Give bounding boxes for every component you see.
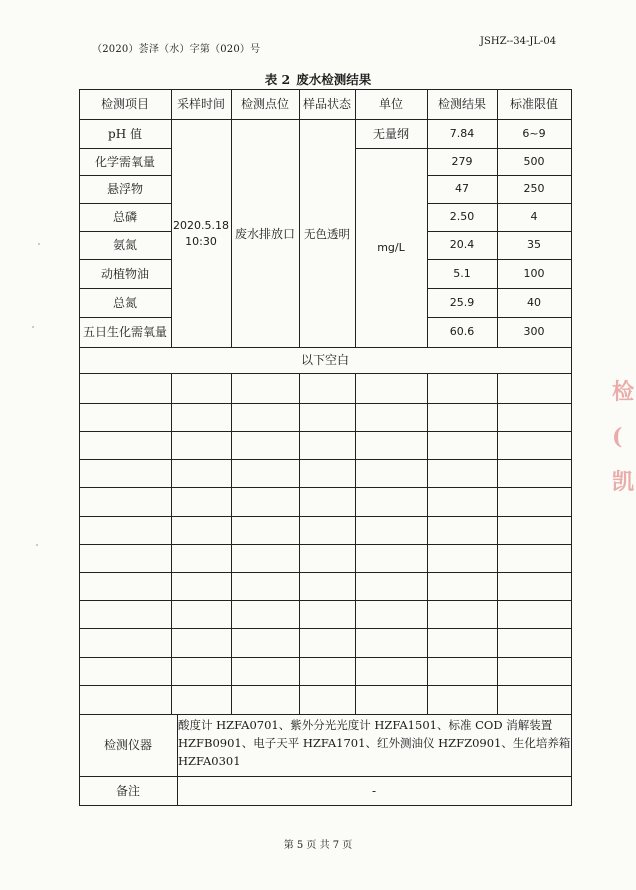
row-result-cell: 7.84 — [449, 127, 475, 140]
table-rule — [79, 203, 171, 204]
stamp-char-3: 凯 — [612, 469, 635, 495]
sampling-clock: 10:30 — [185, 234, 217, 248]
table-rule — [427, 373, 428, 714]
unit-ph-cell: 无量纲 — [372, 127, 409, 141]
table-rule — [79, 259, 171, 260]
table-rule — [79, 714, 571, 715]
table-rule — [427, 89, 428, 347]
instruments-line-3: HZFA0301 — [178, 754, 241, 768]
row-item-cell: pH 值 — [108, 127, 142, 141]
header-unit: 单位 — [378, 97, 403, 111]
remarks-label: 备注 — [115, 783, 140, 798]
table-rule — [427, 231, 571, 232]
table-rule — [355, 148, 427, 149]
page-footer: 第 5 页 共 7 页 — [283, 840, 353, 851]
header-item: 检测项目 — [100, 97, 149, 111]
instruments-line-2: HZFB0901、电子天平 HZFA1701、红外测油仪 HZFZ0901、生化培养箱 — [178, 736, 571, 750]
table-rule — [79, 288, 171, 289]
table-rule — [299, 89, 300, 347]
table-rule — [571, 89, 572, 806]
document-code: JSHZ--34-JL-04 — [480, 36, 557, 47]
table-rule — [427, 259, 571, 260]
row-result-cell: 47 — [455, 182, 469, 195]
table-rule — [79, 231, 171, 232]
row-limit-cell: 35 — [527, 238, 541, 251]
row-limit-cell: 4 — [530, 210, 538, 223]
row-result-cell: 25.9 — [449, 295, 475, 309]
stamp-char-2: ( — [612, 424, 623, 450]
row-item-cell: 总磷 — [112, 210, 137, 224]
header-sampling-time: 采样时间 — [176, 97, 225, 111]
table-rule — [79, 175, 171, 176]
row-item-cell: 氨氮 — [112, 238, 137, 252]
row-item-cell: 总氮 — [112, 295, 137, 310]
row-item-cell: 悬浮物 — [106, 182, 143, 196]
header-result: 检测结果 — [437, 97, 486, 111]
header-sample-state: 样品状态 — [302, 97, 351, 111]
table-rule — [171, 89, 172, 347]
report-number: （2020）荟泽（水）字第（020）号 — [92, 44, 261, 55]
row-item-cell: 化学需氧量 — [94, 154, 155, 169]
scan-speck — [38, 243, 40, 245]
sample-state-cell: 无色透明 — [304, 226, 350, 241]
table-rule — [355, 89, 356, 347]
table-rule — [79, 89, 572, 90]
row-limit-cell: 500 — [523, 154, 545, 168]
header-limit: 标准限值 — [509, 97, 558, 111]
table-rule — [497, 89, 498, 347]
unit-mgl-cell: mg/L — [377, 240, 405, 254]
blank-note: 以下空白 — [300, 353, 349, 367]
scan-speck — [32, 326, 34, 328]
row-limit-cell: 6~9 — [522, 127, 546, 140]
table-rule — [231, 89, 232, 347]
table-rule — [497, 373, 498, 714]
row-limit-cell: 300 — [523, 325, 545, 338]
sampling-time-cell — [171, 120, 231, 347]
instruments-text — [178, 716, 571, 770]
scan-speck — [36, 544, 38, 546]
row-limit-cell: 100 — [523, 266, 545, 280]
table-rule — [427, 203, 571, 204]
row-item-cell: 五日生化需氧量 — [82, 325, 167, 339]
table-rule — [231, 373, 232, 714]
table-rule — [427, 148, 571, 149]
row-result-cell: 20.4 — [449, 238, 475, 251]
row-item-cell: 动植物油 — [100, 266, 149, 281]
row-result-cell: 2.50 — [449, 210, 475, 223]
table-rule — [171, 373, 172, 714]
header-location: 检测点位 — [240, 97, 289, 111]
row-limit-cell: 250 — [523, 182, 545, 195]
row-result-cell: 279 — [451, 154, 473, 168]
table-rule — [427, 175, 571, 176]
table-title-text: 废水检测结果 — [296, 72, 372, 87]
instruments-label: 检测仪器 — [103, 738, 152, 752]
row-result-cell: 60.6 — [449, 325, 475, 338]
red-seal-stamp — [612, 370, 636, 520]
table-rule — [79, 776, 571, 777]
remarks-value: - — [371, 783, 377, 798]
row-result-cell: 5.1 — [453, 266, 471, 280]
table-rule — [427, 317, 571, 318]
row-limit-cell: 40 — [527, 295, 541, 309]
sampling-date: 2020.5.18 — [173, 218, 229, 232]
instruments-line-1: 酸度计 HZFA0701、紫外分光光度计 HZFA1501、标准 COD 消解装置 — [178, 718, 553, 732]
table-rule — [355, 373, 356, 714]
table-rule — [299, 373, 300, 714]
table-title-label: 表 2 — [264, 72, 291, 87]
location-cell: 废水排放口 — [234, 226, 295, 241]
table-rule — [79, 347, 571, 348]
table-rule — [427, 288, 571, 289]
table-rule — [79, 148, 171, 149]
stamp-char-1: 检 — [612, 379, 635, 405]
table-rule — [79, 317, 171, 318]
table-rule — [79, 89, 80, 805]
table-rule — [79, 805, 572, 806]
